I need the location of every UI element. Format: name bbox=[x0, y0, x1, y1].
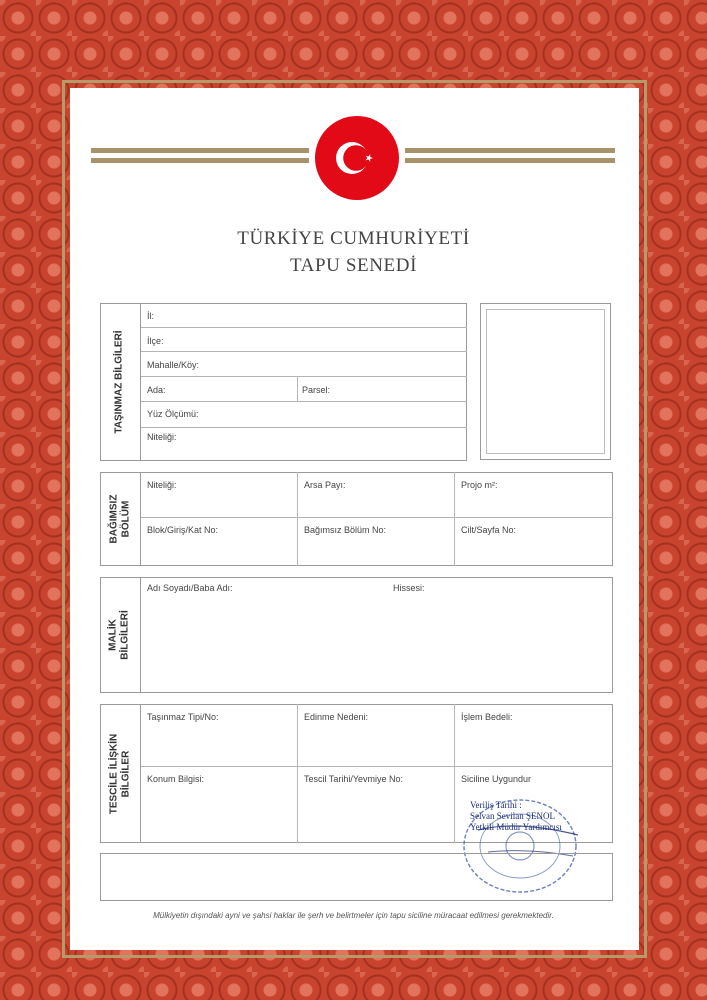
divider bbox=[141, 351, 467, 352]
sicil-label: Siciline Uygundur bbox=[461, 774, 532, 784]
document-title-line2: TAPU SENEDİ bbox=[290, 255, 417, 276]
divider bbox=[454, 472, 455, 566]
ilce-label: İlçe: bbox=[147, 336, 164, 346]
malik-section bbox=[100, 577, 613, 693]
divider bbox=[141, 327, 467, 328]
signature-line1: Veriliş Tarihi : bbox=[470, 800, 522, 810]
tescil-section-header bbox=[100, 704, 141, 843]
cilt-label: Cilt/Sayfa No: bbox=[461, 525, 517, 535]
tescil-section-title bbox=[108, 733, 132, 814]
divider bbox=[141, 401, 467, 402]
signature-line3: Yetkili Müdür Yardımcısı bbox=[470, 822, 562, 832]
gold-rule-right-top bbox=[405, 148, 615, 153]
tasinmaz-section-title: TAŞINMAZ BİLGİLERİ bbox=[114, 330, 126, 434]
photo-box bbox=[480, 303, 611, 460]
adi-soyadi-label: Adı Soyadı/Baba Adı: bbox=[147, 583, 233, 593]
divider bbox=[141, 427, 467, 428]
islem-bedeli-label: İşlem Bedeli: bbox=[461, 712, 513, 722]
edinme-nedeni-label: Edinme Nedeni: bbox=[304, 712, 369, 722]
remarks-box bbox=[100, 853, 613, 901]
tasinmaz-tipi-label: Taşınmaz Tipi/No: bbox=[147, 712, 219, 722]
ada-label: Ada: bbox=[147, 385, 166, 395]
il-label: İl: bbox=[147, 311, 155, 321]
gold-rule-left-bottom bbox=[91, 158, 309, 163]
tescil-tarihi-label: Tescil Tarihi/Yevmiye No: bbox=[304, 774, 404, 784]
gold-rule-left-top bbox=[91, 148, 309, 153]
divider bbox=[454, 704, 455, 843]
divider bbox=[141, 766, 613, 767]
flag-emblem-icon bbox=[315, 116, 399, 200]
signature-block bbox=[470, 800, 562, 833]
malik-title-line1: MALİK bbox=[108, 619, 120, 651]
divider bbox=[297, 704, 298, 843]
footer-note: Mülkiyetin dışındaki ayni ve şahsi haklar ile şerh ve belirtmeler için tapu siciline müracaat edilmesi gerekmektedir. bbox=[153, 911, 554, 920]
bagimsiz-title-line2: BÖLÜM bbox=[120, 500, 132, 538]
bagimsiz-section bbox=[100, 472, 613, 566]
konum-bilgisi-label: Konum Bilgisi: bbox=[147, 774, 205, 784]
tescil-title-line2: BİLGİLER bbox=[120, 750, 131, 797]
arsa-payi-label: Arsa Payı: bbox=[304, 480, 346, 490]
bagimsiz-section-header bbox=[100, 472, 141, 566]
document-title-line1: TÜRKİYE CUMHURİYETİ bbox=[237, 228, 470, 249]
blok-label: Blok/Giriş/Kat No: bbox=[147, 525, 219, 535]
tasinmaz-section-header bbox=[100, 303, 141, 461]
hissesi-label: Hissesi: bbox=[393, 583, 425, 593]
tasinmaz-niteligi-label: Niteliği: bbox=[147, 432, 177, 442]
bagimsiz-title-line1: BAĞIMSIZ bbox=[108, 494, 120, 544]
divider bbox=[297, 472, 298, 566]
signature-line2: Selvan Sevilan ŞENOL bbox=[470, 811, 555, 821]
divider bbox=[141, 376, 467, 377]
bagimsiz-section-title bbox=[108, 495, 132, 544]
parsel-label: Parsel: bbox=[302, 385, 331, 395]
bagimsiz-no-label: Bağımsız Bölüm No: bbox=[304, 525, 387, 535]
tescil-title-line1: TESCİLE İLİŞKİN bbox=[108, 733, 119, 814]
photo-box-inner bbox=[486, 309, 605, 454]
mahalle-label: Mahalle/Köy: bbox=[147, 360, 200, 370]
gold-rule-right-bottom bbox=[405, 158, 615, 163]
malik-title-line2: BİLGİLERİ bbox=[120, 610, 132, 660]
projo-m2-label: Projo m²: bbox=[461, 480, 498, 490]
divider bbox=[297, 376, 298, 401]
malik-section-title bbox=[108, 610, 132, 659]
divider bbox=[141, 517, 613, 518]
malik-section-header bbox=[100, 577, 141, 693]
bagimsiz-niteligi-label: Niteliği: bbox=[147, 480, 177, 490]
yuzolcumu-label: Yüz Ölçümü: bbox=[147, 409, 199, 419]
